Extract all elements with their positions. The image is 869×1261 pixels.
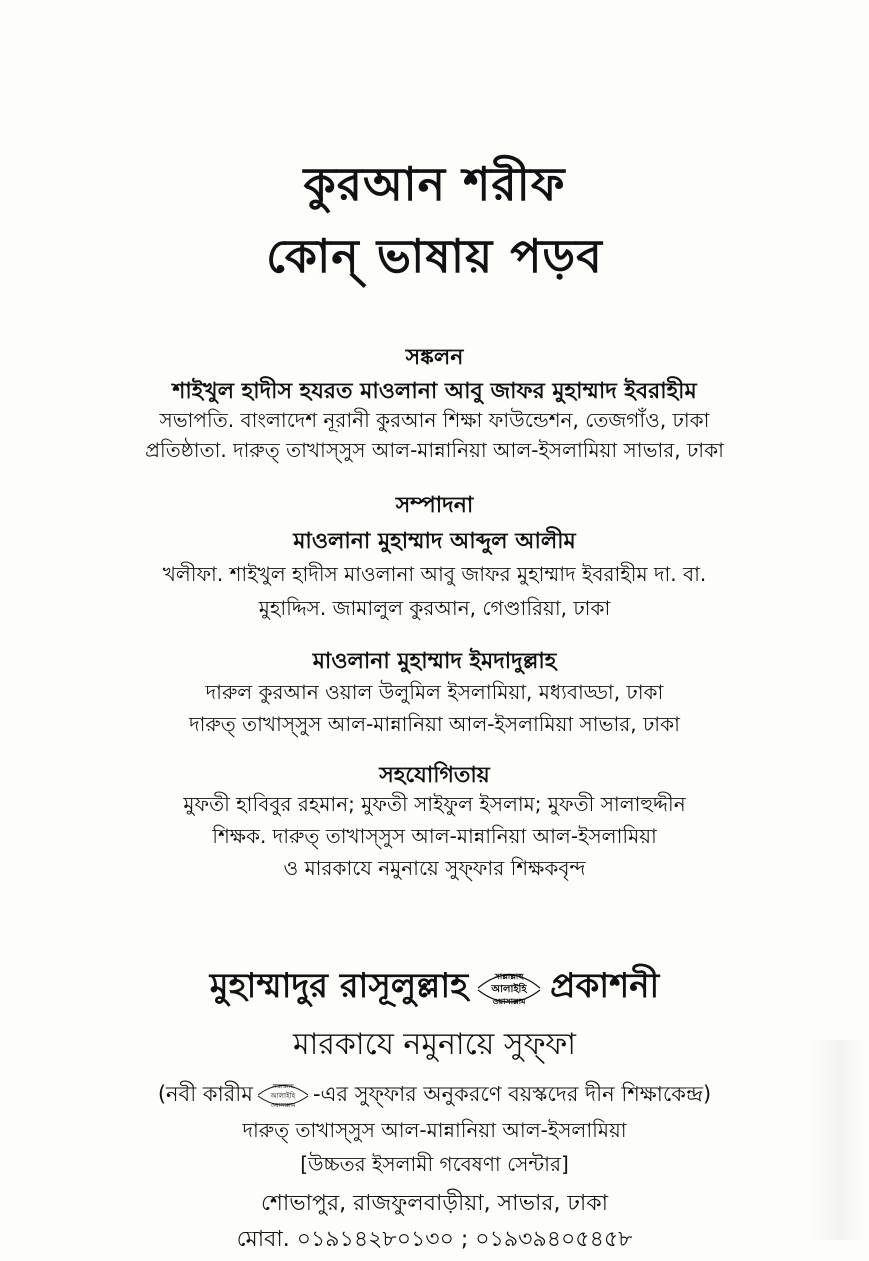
- publisher-name: [0, 960, 869, 1017]
- small-seal-text-mid: আলাইহি: [270, 1092, 296, 1100]
- research-center: [উচ্চতর ইসলামী গবেষণা সেন্টার]: [300, 1152, 569, 1176]
- editor2-role-1: দারুল কুরআন ওয়াল উলুমিল ইসলামিয়া, মধ্যবাড্ডা, ঢাকা: [205, 680, 664, 704]
- scan-smudge: [805, 1040, 865, 1240]
- editor1-role-2: মুহাদ্দিস. জামালুল কুরআন, গেণ্ডারিয়া, ঢাকা: [258, 596, 611, 620]
- publisher-name-part1: মুহাম্মাদুর রাসূলুল্লাহ: [209, 966, 469, 1006]
- book-title-line1: কুরআন শরীফ: [303, 157, 566, 211]
- editor1-name: মাওলানা মুহাম্মাদ আব্দুল আলীম: [293, 529, 576, 554]
- institute-name: দারুত্ তাখাস্সুস আল-মান্নানিয়া আল-ইসলামিয়া: [242, 1118, 627, 1142]
- cooperation-role-2: ও মারকাযে নমুনায়ে সুফ্ফার শিক্ষকবৃন্দ: [283, 856, 586, 880]
- compiler-name: শাইখুল হাদীস হযরত মাওলানা আবু জাফর মুহাম্মাদ ইবরাহীম: [172, 379, 697, 404]
- center-description: [0, 1078, 869, 1113]
- editor2-name: মাওলানা মুহাম্মাদ ইমদাদুল্লাহ: [312, 649, 557, 674]
- cooperation-role-1: শিক্ষক. দারুত্ তাখাস্সুস আল-মান্নানিয়া আল-ইসলামিয়া: [212, 824, 657, 848]
- small-seal-text-bottom: ওয়াসাল্লাম: [270, 1102, 296, 1109]
- compiler-role-2: প্রতিষ্ঠাতা. দারুত্ তাখাস্সুস আল-মান্নানিয়া আল-ইসলামিয়া সাভার, ঢাকা: [145, 438, 724, 462]
- cooperation-heading: সহযোগিতায়: [379, 763, 490, 788]
- compiler-heading: সঙ্কলন: [405, 345, 464, 370]
- phone-numbers: মোবা. ০১৯১৪২৮০১৩০ ; ০১৯৩৯৪০৫৪৫৮: [236, 1227, 633, 1252]
- salutation-seal-icon: [474, 968, 544, 1008]
- description-part2: -এর সুফ্ফার অনুকরণে বয়স্কদের দীন শিক্ষাকেন্দ্র): [312, 1082, 712, 1106]
- publisher-name-part2: প্রকাশনী: [550, 966, 660, 1006]
- editor1-role-1: খলীফা. শাইখুল হাদীস মাওলানা আবু জাফর মুহাম্মাদ ইবরাহীম দা. বা.: [162, 562, 707, 586]
- small-seal-text-top: সাল্লাল্লাহু: [272, 1083, 294, 1090]
- editing-heading: সম্পাদনা: [395, 493, 474, 518]
- salutation-seal-small-icon: [255, 1080, 311, 1110]
- seal-text-top: সাল্লাল্লাহু: [494, 971, 524, 981]
- editor2-role-2: দারুত্ তাখাস্সুস আল-মান্নানিয়া আল-ইসলামিয়া সাভার, ঢাকা: [189, 712, 680, 736]
- seal-text-bottom: ওয়াসাল্লাম: [492, 996, 526, 1006]
- center-name: মারকাযে নমুনায়ে সুফ্ফা: [293, 1027, 576, 1062]
- seal-text-mid: আলাইহি: [491, 983, 527, 995]
- cooperation-names: মুফতী হাবিবুর রহমান; মুফতী সাইফুল ইসলাম; মুফতী সালাহুদ্দীন: [183, 792, 686, 816]
- book-title-line2: কোন্ ভাষায় পড়ব: [266, 229, 603, 283]
- compiler-role-1: সভাপতি. বাংলাদেশ নূরানী কুরআন শিক্ষা ফাউন্ডেশন, তেজগাঁও, ঢাকা: [159, 408, 710, 432]
- address: শোভাপুর, রাজফুলবাড়ীয়া, সাভার, ঢাকা: [260, 1191, 609, 1216]
- description-part1: (নবী কারীম: [157, 1082, 253, 1106]
